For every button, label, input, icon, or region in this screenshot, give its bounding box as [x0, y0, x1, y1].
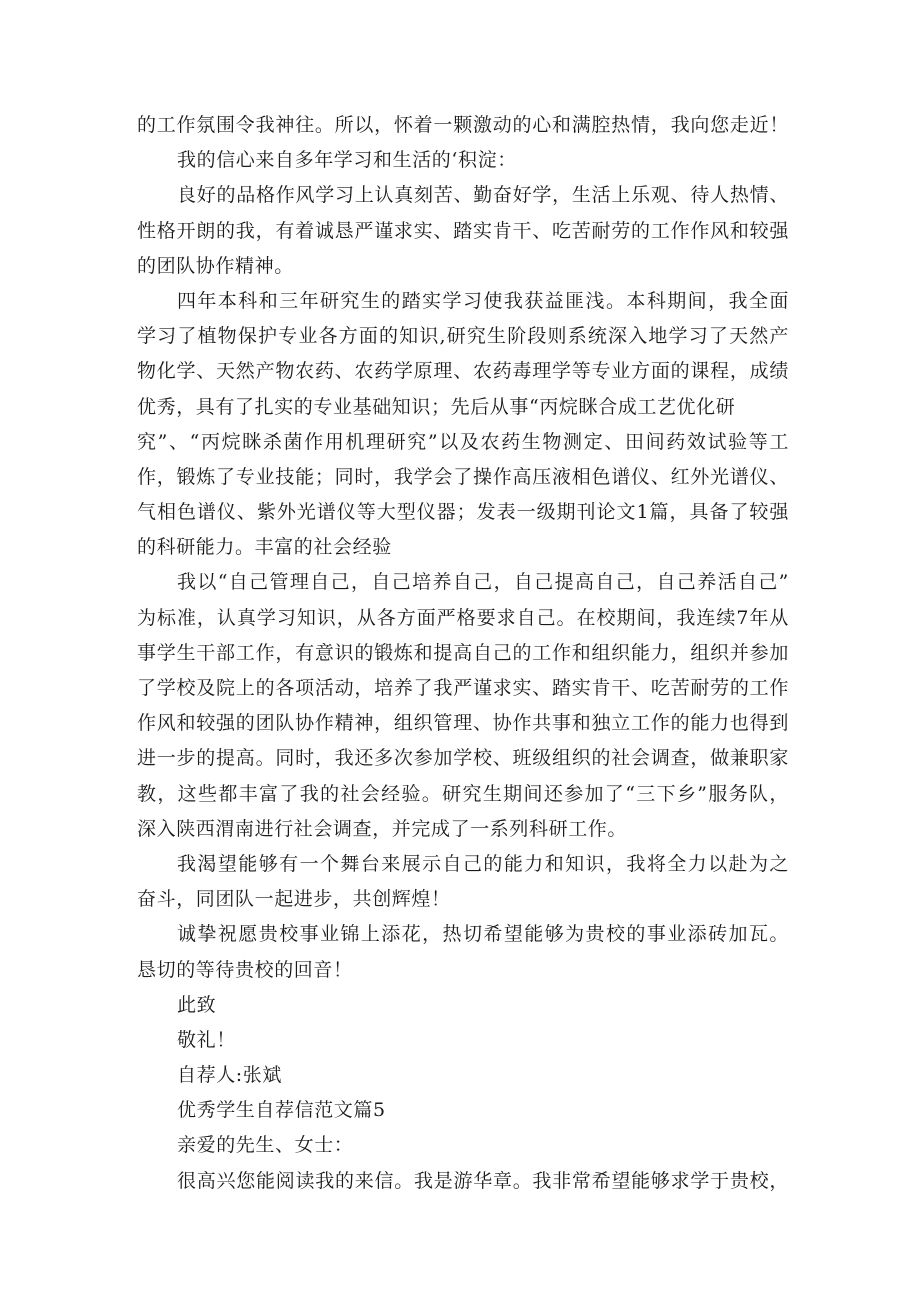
- text-line: 优秀学生自荐信范文篇5: [177, 1099, 386, 1122]
- text-line: 我以“自己管理自己，自己培养自己，自己提高自己，自己养活自己”: [177, 571, 789, 594]
- text-line: 此致: [177, 993, 217, 1016]
- text-line: 进一步的提高。同时，我还多次参加学校、班级组织的社会调查，做兼职家: [137, 747, 789, 770]
- text-line: 优秀，具有了扎实的专业基础知识；先后从事“丙烷眯合成工艺优化研: [137, 395, 736, 418]
- text-line: 奋斗，同团队一起进步，共创辉煌！: [137, 888, 451, 911]
- text-line: 的团队协作精神。: [137, 254, 294, 277]
- text-line: 自荐人:张斌: [177, 1064, 283, 1087]
- text-line: 良好的品格作风学习上认真刻苦、勤奋好学，生活上乐观、待人热情、: [177, 184, 789, 207]
- text-line: 教，这些都丰富了我的社会经验。研究生期间还参加了“三下乡”服务队，: [137, 782, 789, 805]
- text-line: 深入陕西渭南进行社会调查，并完成了一系列科研工作。: [137, 817, 628, 840]
- text-line: 我的信心来自多年学习和生活的‘积淀：: [177, 149, 517, 172]
- text-line: 恳切的等待贵校的回音！: [137, 958, 353, 981]
- text-line: 为标准，认真学习知识，从各方面严格要求自己。在校期间，我连续7年从: [137, 606, 789, 629]
- text-line: 物化学、天然产物农药、农药学原理、农药毒理学等专业方面的课程，成绩: [137, 360, 789, 383]
- text-line: 作，锻炼了专业技能；同时，我学会了操作高压液相色谱仪、红外光谱仪、: [137, 465, 789, 488]
- text-line: 学习了植物保护专业各方面的知识,研究生阶段则系统深入地学习了天然产: [137, 325, 789, 348]
- text-line: 亲爱的先生、女士：: [177, 1134, 354, 1157]
- text-line: 诚挚祝愿贵校事业锦上添花，热切希望能够为贵校的事业添砖加瓦。: [177, 923, 789, 946]
- text-line: 性格开朗的我，有着诚恳严谨求实、踏实肯干、吃苦耐劳的工作作风和较强: [137, 219, 789, 242]
- text-line: 敬礼！: [177, 1028, 236, 1051]
- text-line: 气相色谱仪、紫外光谱仪等大型仪器；发表一级期刊论文1篇，具备了较强: [137, 501, 789, 524]
- text-line: 究”、“丙烷眯杀菌作用机理研究”以及农药生物测定、田间药效试验等工: [137, 430, 789, 453]
- text-line: 作风和较强的团队协作精神，组织管理、协作共事和独立工作的能力也得到: [137, 712, 789, 735]
- text-line: 四年本科和三年研究生的踏实学习使我获益匪浅。本科期间，我全面: [177, 289, 789, 312]
- text-line: 我渴望能够有一个舞台来展示自己的能力和知识，我将全力以赴为之: [177, 852, 789, 875]
- letter-body: [137, 108, 789, 1199]
- text-line: 很高兴您能阅读我的来信。我是游华章。我非常希望能够求学于贵校，: [177, 1169, 789, 1192]
- text-line: 了学校及院上的各项活动，培养了我严谨求实、踏实肯干、吃苦耐劳的工作: [137, 677, 789, 699]
- text-line: 事学生干部工作，有意识的锻炼和提高自己的工作和组织能力，组织并参加: [137, 641, 789, 664]
- text-line: 的工作氛围令我神往。所以，怀着一颗激动的心和满腔热情，我向您走近！: [137, 114, 789, 136]
- text-line: 的科研能力。丰富的社会经验: [137, 536, 392, 559]
